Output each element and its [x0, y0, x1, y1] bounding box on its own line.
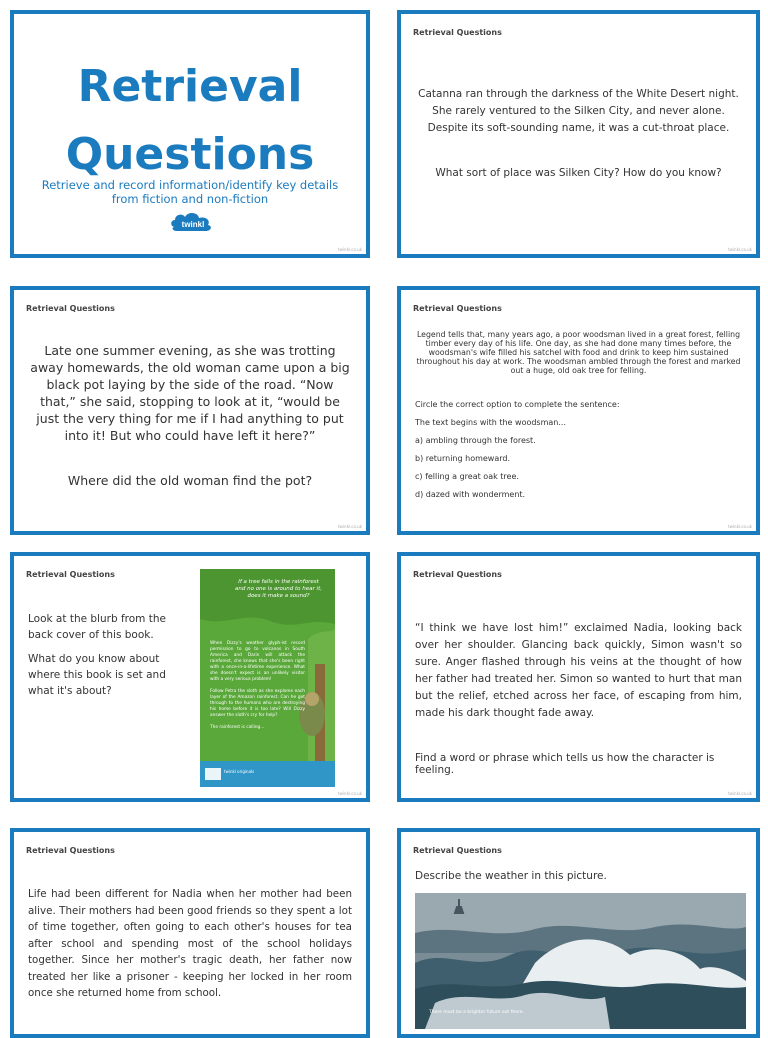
sentence-stem: The text begins with the woodsman...	[415, 418, 566, 427]
question: Find a word or phrase which tells us how the character is feeling.	[415, 752, 715, 776]
card-header: Retrieval Questions	[413, 846, 502, 855]
passage: Catanna ran through the darkness of the White Desert night. She rarely ventured to the Silken City, and never alone. Despite its soft-sounding name, it was a cut-throat place.	[418, 88, 739, 134]
prompts	[28, 611, 178, 699]
option-c[interactable]: c) felling a great oak tree.	[415, 472, 519, 481]
question-card-3	[10, 286, 370, 535]
storm-waves-icon	[415, 893, 746, 1029]
passage: Legend tells that, many years ago, a poor woodsman lived in a great forest, felling timber every day of his life. One day, as she had done many times before, the woodsman's wife filled his satchel with food and drink to keep him sustained throughout his day at work. The woodsman ambled through the forest and marked out a huge, old oak tree for felling.	[416, 330, 741, 375]
question-card-2	[397, 10, 760, 258]
instruction: Circle the correct option to complete the sentence:	[415, 400, 620, 409]
title-line-1: Retrieval	[77, 61, 303, 112]
book-cover-image	[200, 569, 335, 787]
passage: Late one summer evening, as she was trotting away homewards, the old woman came upon a big black pot laying by the side of the road. “Now that,” she said, stopping to look at it, “would be just the very thing for me if I had anything to put into it! But who could have left it here?”	[30, 343, 350, 443]
option-a[interactable]: a) ambling through the forest.	[415, 436, 536, 445]
question: Where did the old woman find the pot?	[67, 473, 313, 488]
prompt: Describe the weather in this picture.	[415, 870, 607, 882]
passage: Life had been different for Nadia when her mother had been alive. Their mothers had been good friends so they spent a lot of time together, often going to each other's houses for tea after school and spending most of the school holidays together. Since her mother's tragic death, her father now treated her like a prisoner - keeping her locked in her room once she returned home from school.	[28, 888, 352, 999]
image-caption: There must be a brighter future out there.	[429, 1010, 524, 1015]
question-card-8	[397, 828, 760, 1038]
options-block	[415, 400, 742, 508]
question-card-7	[10, 828, 370, 1038]
card-footer: twinkl.co.uk	[338, 524, 362, 529]
option-b[interactable]: b) returning homeward.	[415, 454, 511, 463]
book-footer: twinkl originals	[224, 769, 255, 774]
title-card	[10, 10, 370, 258]
card-header: Retrieval Questions	[26, 846, 115, 855]
logo-text: twinkl	[181, 220, 205, 229]
card-footer: twinkl.co.uk	[338, 247, 362, 252]
card-footer: twinkl.co.uk	[728, 791, 752, 796]
question: What sort of place was Silken City? How do you know?	[435, 167, 722, 179]
passage: “I think we have lost him!” exclaimed Nadia, looking back over her shoulder. Glancing back quickly, Simon wasn't so sure. Anger flashed through his veins at the thought of how her father had treated her. Simon so wanted to hurt that man but the relief, etched across her face, of escaping from him, made his dark thought fade away.	[415, 622, 742, 719]
book-blurb: When Dizzy's weather glyph-ist record permission to go to volcanos in South America and Darin will attack the rainforest, she knows that she's been right with a once-in-a-lifetime experience. What she doesn't expect is an unlikely visitor with a very serious problem! Follow Petra the sloth as she explores each layer of the Amazon rainforest. Can he get through to the humans who are destroying his home before it is too late? Will Dizzy answer the sloth's cry for help? The rainforest is calling...	[210, 641, 305, 730]
card-header: Retrieval Questions	[413, 304, 502, 313]
title-line-2: Questions	[65, 129, 315, 180]
card-header: Retrieval Questions	[26, 304, 115, 313]
twinkl-logo-icon	[169, 209, 217, 233]
stormy-sea-image	[415, 893, 746, 1029]
card-header: Retrieval Questions	[413, 570, 502, 579]
card-header: Retrieval Questions	[413, 28, 502, 37]
prompt-2: What do you know about where this book is set and what it's about?	[28, 653, 166, 697]
book-tagline: If a tree falls in the rainforest and no one is around to hear it, does it make a sound?	[235, 579, 322, 599]
card-footer: twinkl.co.uk	[338, 791, 362, 796]
question-card-4	[397, 286, 760, 535]
card-footer: twinkl.co.uk	[728, 247, 752, 252]
prompt-1: Look at the blurb from the back cover of this book.	[28, 613, 166, 641]
option-d[interactable]: d) dazed with wonderment.	[415, 490, 526, 499]
card-header: Retrieval Questions	[26, 570, 115, 579]
subtitle: Retrieve and record information/identify key details from fiction and non-fiction	[41, 178, 339, 206]
card-footer: twinkl.co.uk	[728, 524, 752, 529]
question-card-6	[397, 552, 760, 802]
question-card-5	[10, 552, 370, 802]
